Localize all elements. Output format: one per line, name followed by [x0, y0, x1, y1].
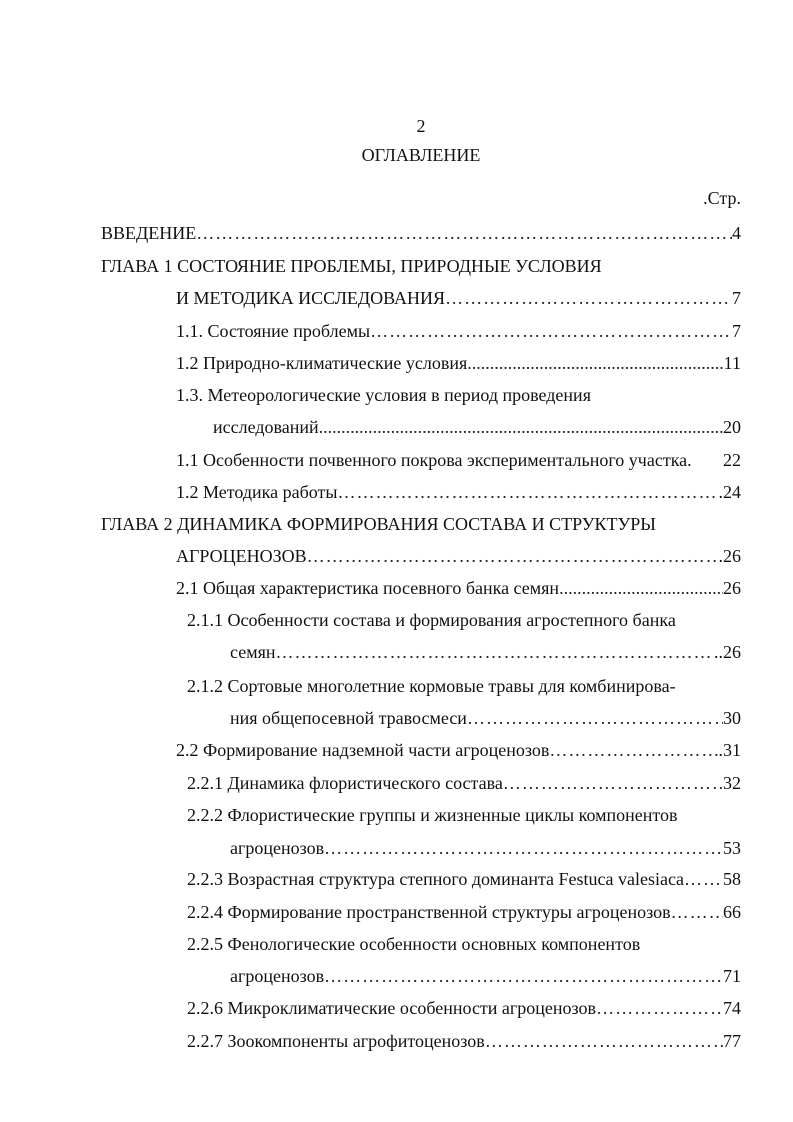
- toc-entry-text: 1.1. Состояние проблемы: [176, 321, 371, 341]
- toc-entry: [230, 707, 741, 729]
- toc-entry: [176, 545, 741, 567]
- toc-entry-text: 2.2.2 Флористические группы и жизненные циклы компонентов: [187, 805, 678, 825]
- toc-entry: [187, 868, 741, 890]
- toc-page-number: 26: [723, 578, 741, 598]
- page-title: ОГЛАВЛЕНИЕ: [361, 145, 481, 165]
- toc-leader: [684, 868, 723, 890]
- toc-entry-text: агроценозов: [230, 838, 325, 858]
- toc-leader: [324, 965, 723, 987]
- toc-entry: [101, 255, 602, 277]
- page-column-label: .Стр.: [703, 188, 741, 208]
- toc-page-number: 22: [723, 450, 741, 470]
- toc-entry-text: 2.2.3 Возрастная структура степного доминанта Festuca valesiaca: [187, 869, 684, 889]
- toc-entry-text: 2.2.4 Формирование пространственной структуры агроценозов: [187, 902, 671, 922]
- toc-entry: [230, 965, 741, 987]
- toc-entry: [176, 481, 741, 503]
- toc-entry-text: семян: [230, 642, 276, 662]
- toc-page-number: .24: [718, 482, 741, 502]
- toc-entry-text: 2.2 Формирование надземной части агроценозов: [176, 740, 550, 760]
- toc-entry: [213, 416, 741, 438]
- toc-page-number: ..26: [714, 642, 741, 662]
- toc-entry: [176, 320, 741, 342]
- toc-entry: [176, 449, 741, 471]
- toc-leader: [559, 577, 723, 599]
- toc-leader: [671, 901, 723, 923]
- toc-page-number: 11: [723, 353, 741, 373]
- toc-entry-text: 2.1.1 Особенности состава и формирования агростепного банка: [187, 610, 676, 630]
- toc-page-number: 7: [732, 321, 741, 341]
- toc-entry: [187, 1030, 741, 1052]
- toc-entry: [101, 513, 656, 535]
- toc-leader: [467, 352, 723, 374]
- toc-entry-text: 1.2 Методика работы: [176, 482, 338, 502]
- toc-leader: [549, 739, 718, 761]
- toc-entry-text: ния общепосевной травосмеси: [230, 708, 467, 728]
- toc-leader: [196, 222, 732, 244]
- toc-entry: [187, 804, 678, 826]
- toc-entry: [230, 837, 741, 859]
- toc-page-number: 32: [723, 773, 741, 793]
- toc-entry-text: 2.2.6 Микроклиматические особенности агроценозов: [187, 998, 597, 1018]
- toc-page-number: .31: [718, 740, 741, 760]
- toc-entry-text: ГЛАВА 2 ДИНАМИКА ФОРМИРОВАНИЯ СОСТАВА И СТРУКТУРЫ: [101, 514, 656, 534]
- toc-leader: [485, 1030, 723, 1052]
- toc-entry-text: 1.1 Особенности почвенного покрова экспериментального участка.: [176, 450, 692, 470]
- toc-leader: [370, 320, 732, 342]
- toc-entry-text: 2.2.5 Фенологические особенности основных компонентов: [187, 934, 641, 954]
- toc-leader: [503, 772, 723, 794]
- toc-page-number: 30: [723, 708, 741, 728]
- toc-page-number: 58: [723, 869, 741, 889]
- toc-entry-text: АГРОЦЕНОЗОВ: [176, 546, 307, 566]
- toc-entry-text: исследований: [213, 417, 319, 437]
- toc-leader: [324, 837, 723, 859]
- toc-page-number: 4: [732, 223, 741, 243]
- toc-page-number: 66: [723, 902, 741, 922]
- toc-entry: [176, 739, 741, 761]
- toc-page-number: 71: [723, 966, 741, 986]
- toc-leader: [596, 997, 723, 1019]
- toc-entry: [187, 772, 741, 794]
- toc-leader: [319, 416, 723, 438]
- page-number: 2: [416, 116, 426, 136]
- toc-entry: [187, 675, 676, 697]
- toc-entry-text: 2.2.7 Зоокомпоненты агрофитоценозов: [187, 1031, 485, 1051]
- toc-entry: [187, 609, 676, 631]
- toc-entry: [176, 352, 741, 374]
- toc-entry: [230, 641, 741, 663]
- toc-leader: [276, 641, 714, 663]
- toc-page-number: .26: [718, 546, 741, 566]
- toc-leader: [445, 287, 732, 309]
- toc-page-number: 77: [723, 1031, 741, 1051]
- toc-entry: [187, 997, 741, 1019]
- toc-entry: [101, 222, 741, 244]
- toc-entry: [187, 901, 741, 923]
- toc-leader: [307, 545, 719, 567]
- toc-entry: [176, 287, 741, 309]
- toc-entry-text: агроценозов: [230, 966, 325, 986]
- toc-entry-text: 1.3. Метеорологические условия в период проведения: [176, 385, 591, 405]
- toc-entry: [176, 384, 591, 406]
- toc-entry-text: 2.2.1 Динамика флористического состава: [187, 773, 503, 793]
- toc-entry-text: 2.1.2 Сортовые многолетние кормовые травы для комбинирова-: [187, 676, 676, 696]
- toc-leader: [338, 481, 719, 503]
- toc-page-number: 74: [723, 998, 741, 1018]
- toc-entry: [176, 577, 741, 599]
- toc-leader: [467, 707, 723, 729]
- toc-entry: [187, 933, 640, 955]
- toc-entry-text: 2.1 Общая характеристика посевного банка семян: [176, 578, 560, 598]
- toc-entry-text: ГЛАВА 1 СОСТОЯНИЕ ПРОБЛЕМЫ, ПРИРОДНЫЕ УСЛОВИЯ: [101, 256, 602, 276]
- toc-page-number: 7: [732, 288, 741, 308]
- toc-entry-text: ВВЕДЕНИЕ: [101, 223, 197, 243]
- toc-page-number: 53: [723, 838, 741, 858]
- toc-entry-text: И МЕТОДИКА ИССЛЕДОВАНИЯ: [176, 288, 446, 308]
- toc-entry-text: 1.2 Природно-климатические условия: [176, 353, 468, 373]
- toc-page-number: 20: [723, 417, 741, 437]
